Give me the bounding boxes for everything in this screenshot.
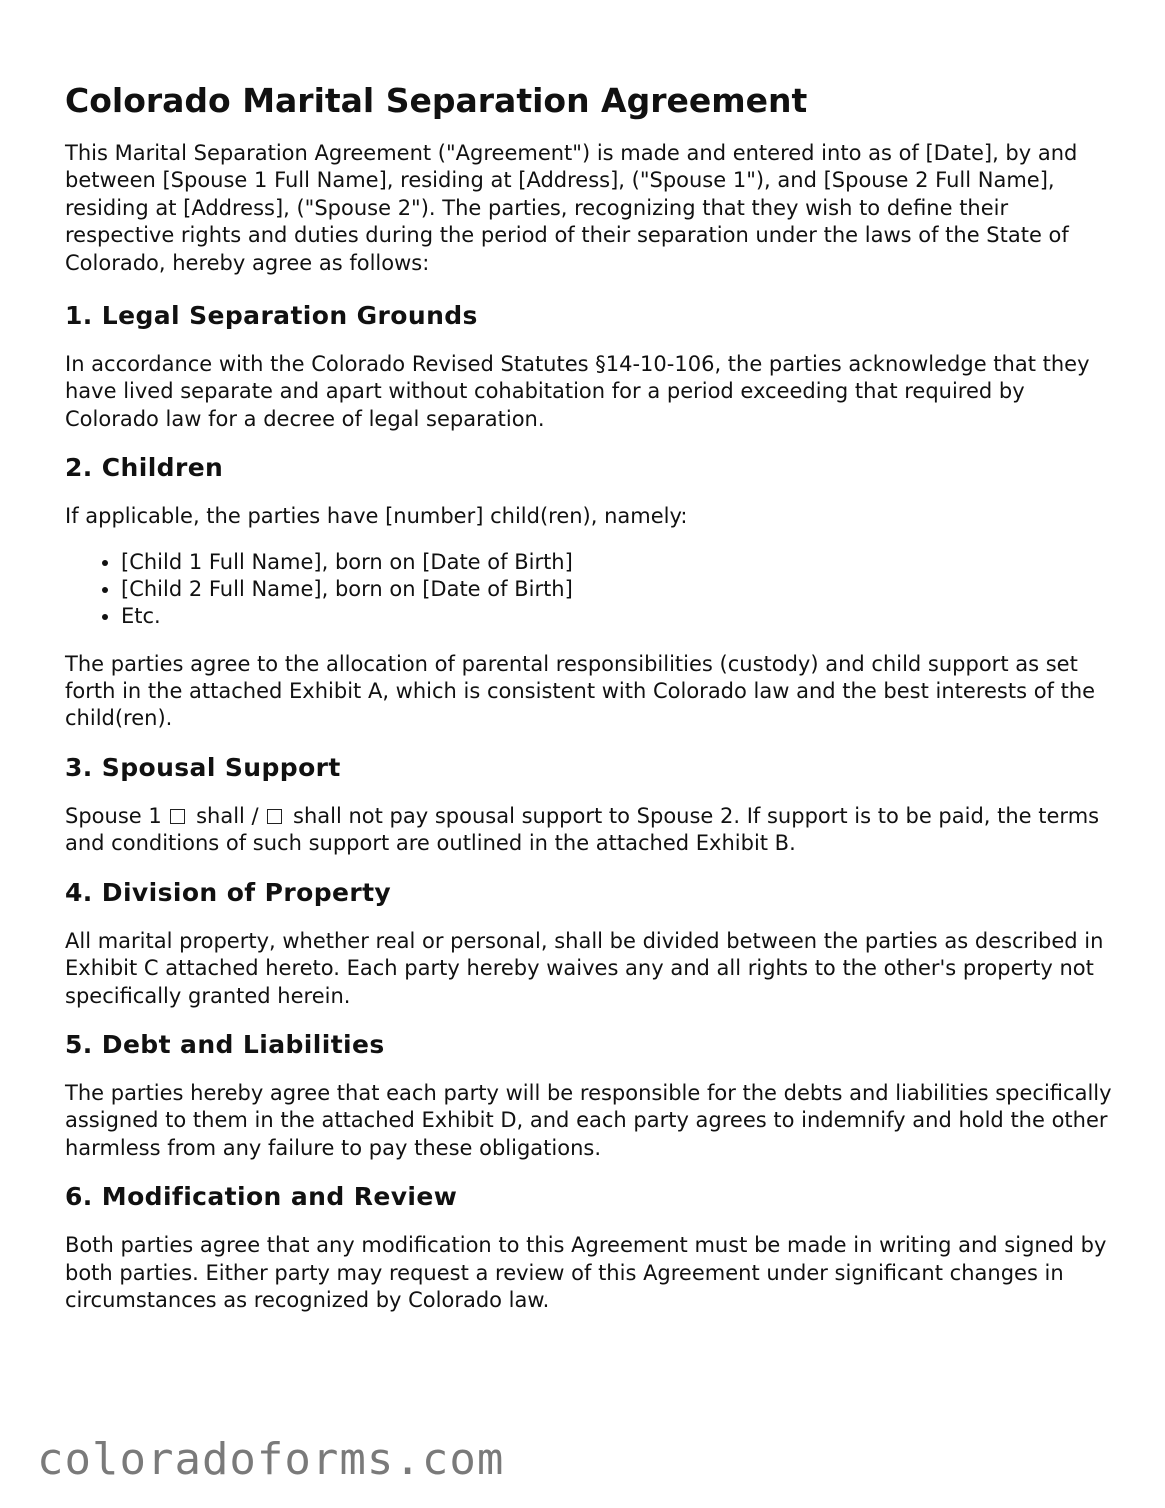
children-list xyxy=(65,549,1115,630)
shall-not-checkbox[interactable] xyxy=(267,809,282,824)
document-title: Colorado Marital Separation Agreement xyxy=(65,81,808,120)
section-4-heading: 4. Division of Property xyxy=(65,877,392,907)
section-6-heading: 6. Modification and Review xyxy=(65,1182,458,1212)
section-4-body: All marital property, whether real or personal, shall be divided between the parties as described in Exhibit C attached hereto. Each party hereby waives any and all rights to the other's property not specifically granted herein. xyxy=(65,928,1104,1008)
section-1-body: In accordance with the Colorado Revised Statutes §14-10-106, the parties acknowledge that they have lived separate and apart without cohabitation for a period exceeding that required by Colorado law for a decree of legal separation. xyxy=(65,352,1090,431)
site-watermark: coloradoforms.com xyxy=(37,1434,505,1485)
section-1-heading: 1. Legal Separation Grounds xyxy=(65,301,478,331)
section-3-body xyxy=(65,803,1115,858)
intro-paragraph: This Marital Separation Agreement ("Agreement") is made and entered into as of [Date], by and between [Spouse 1 Full Name], residing at [Address], ("Spouse 1"), and [Spouse 2 Full Name], residing at [Address], ("Spouse 2"). The parties, recognizing that they wish to define their respective rights and duties during the period of their separation under the laws of the State of Colorado, hereby agree as follows: xyxy=(65,141,1078,275)
shall-not-option-label: shall not pay spousal support to Spouse 2. If support is to be paid, the terms and conditions of such support are outlined in the attached Exhibit B. xyxy=(65,803,1100,856)
section-2-heading: 2. Children xyxy=(65,453,224,483)
document-page xyxy=(65,78,1115,1332)
section-5-body: The parties hereby agree that each party will be responsible for the debts and liabilities specifically assigned to them in the attached Exhibit D, and each party agrees to indemnify and hold the other harmless from any failure to pay these obligations. xyxy=(65,1080,1112,1160)
section-5-heading: 5. Debt and Liabilities xyxy=(65,1029,385,1059)
section-6-body: Both parties agree that any modification to this Agreement must be made in writing and signed by both parties. Either party may request a review of this Agreement under significant changes in circumstances as recognized by Colorado law. xyxy=(65,1233,1107,1312)
list-item: • [Child 1 Full Name], born on [Date of Birth] xyxy=(121,549,1115,576)
list-item: • [Child 2 Full Name], born on [Date of Birth] xyxy=(121,576,1115,603)
shall-option-label: shall / xyxy=(196,803,259,828)
section-2-body-after: The parties agree to the allocation of parental responsibilities (custody) and child support as set forth in the attached Exhibit A, which is consistent with Colorado law and the best interests of the child(ren). xyxy=(65,651,1096,731)
shall-checkbox[interactable] xyxy=(170,809,185,824)
section-2-body: If applicable, the parties have [number] child(ren), namely: xyxy=(65,504,688,529)
spouse-label: Spouse 1 xyxy=(65,803,162,828)
list-item: • Etc. xyxy=(121,603,1115,630)
section-3-heading: 3. Spousal Support xyxy=(65,752,341,782)
